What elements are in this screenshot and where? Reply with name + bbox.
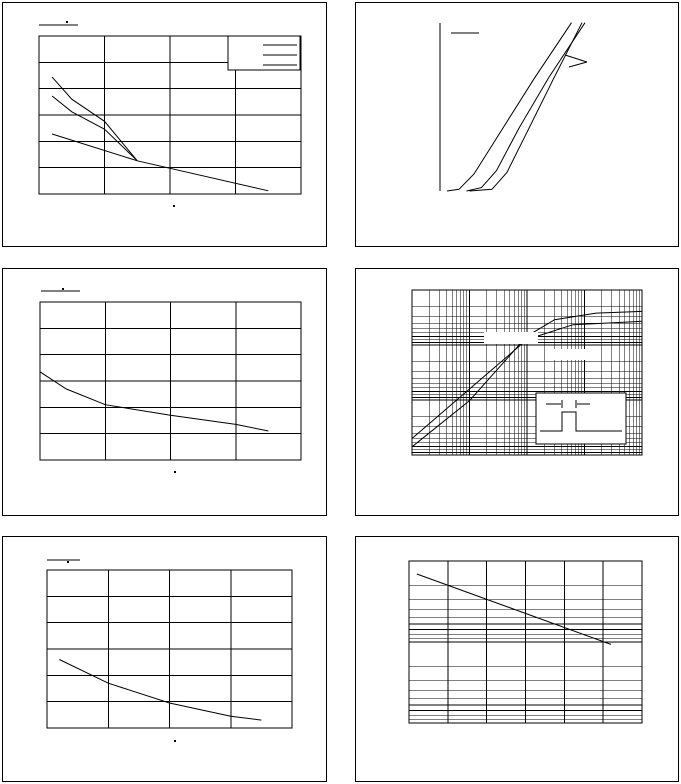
chart-2-annotation-arrow-2 — [569, 62, 587, 67]
chart-1-series-2 — [52, 96, 137, 161]
chart-5-grid — [47, 570, 292, 728]
chart-2-series-3 — [470, 23, 583, 191]
chart-panel-2 — [355, 2, 679, 247]
chart-panel-3 — [2, 268, 327, 516]
chart-2-series-1 — [447, 23, 572, 191]
chart-6-series-1 — [417, 574, 611, 644]
chart-panel-4 — [355, 268, 679, 516]
chart-panel-1 — [2, 2, 327, 247]
chart-6-svg — [356, 537, 680, 783]
chart-1-svg — [3, 3, 328, 248]
chart-3-svg — [3, 269, 328, 517]
chart-4-svg — [356, 269, 680, 517]
chart-4-label-box-2 — [550, 349, 600, 360]
chart-3-xlabel-dot — [174, 471, 176, 473]
chart-4-inset — [536, 393, 626, 444]
chart-2-annotation-arrow-1 — [565, 55, 587, 62]
chart-1-title-dot — [66, 21, 68, 23]
chart-3-title-dot — [62, 288, 64, 290]
chart-6-grid — [409, 561, 642, 723]
chart-2-series-2 — [467, 23, 586, 191]
chart-5-xlabel-dot — [174, 740, 176, 742]
chart-5-svg — [3, 537, 328, 783]
chart-3-grid — [40, 302, 301, 460]
chart-1-xlabel-dot — [173, 205, 175, 207]
chart-4-label-box-1 — [484, 332, 538, 344]
chart-5-title-dot — [67, 561, 69, 563]
chart-panel-6 — [355, 536, 679, 782]
chart-panel-5 — [2, 536, 327, 782]
chart-2-svg — [356, 3, 680, 248]
